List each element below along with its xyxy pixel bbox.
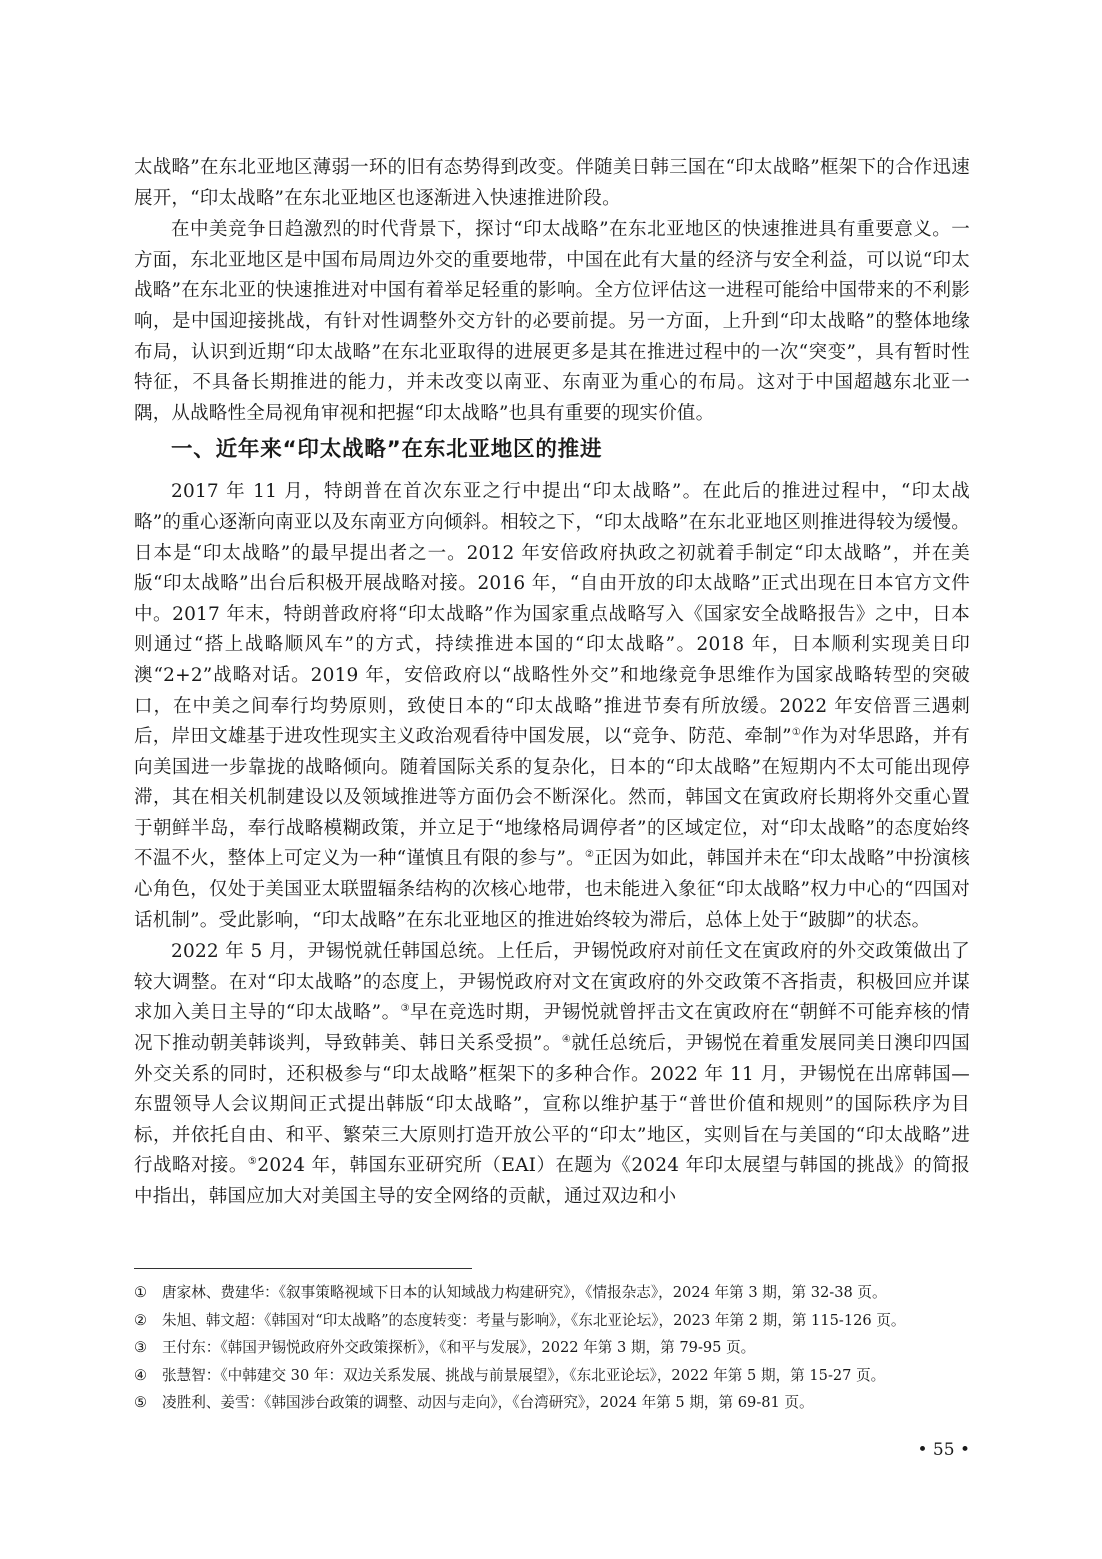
footnote-ref-2[interactable]: ②: [584, 849, 595, 861]
footnote-ref-5[interactable]: ⑤: [247, 1156, 258, 1168]
footnote-mark: ⑤: [134, 1394, 148, 1411]
footnotes: [134, 1279, 976, 1417]
paragraph-significance: 在中美竞争日趋激烈的时代背景下，探讨“印太战略”在东北亚地区的快速推进具有重要意义。一方面，东北亚地区是中国布局周边外交的重要地带，中国在此有大量的经济与安全利益，可以说“印太战略”在东北亚的快速推进对中国有着举足轻重的影响。全方位评估这一进程可能给中国带来的不利影响，是中国迎接挑战，有针对性调整外交方针的必要前提。另一方面，上升到“印太战略”的整体地缘布局，认识到近期“印太战略”在东北亚取得的进展更多是其在推进过程中的一次“突变”，具有暂时性特征，不具备长期推进的能力，并未改变以南亚、东南亚为重心的布局。这对于中国超越东北亚一隅，从战略性全局视角审视和把握“印太战略”也具有重要的现实价值。: [134, 219, 970, 424]
footnote-text: 王付东：《韩国尹锡悦政府外交政策探析》，《和平与发展》，2022 年第 3 期，第 79-95 页。: [162, 1339, 756, 1356]
paragraph-continuation: 太战略”在东北亚地区薄弱一环的旧有态势得到改变。伴随美日韩三国在“印太战略”框架下的合作迅速展开，“印太战略”在东北亚地区也逐渐进入快速推进阶段。: [134, 157, 970, 209]
footnote-text: 凌胜利、姜雪：《韩国涉台政策的调整、动因与走向》，《台湾研究》，2024 年第 5 期，第 69-81 页。: [162, 1394, 814, 1411]
footnote-5: [134, 1389, 976, 1417]
footnote-mark: ③: [134, 1339, 148, 1356]
page-number: • 55 •: [917, 1440, 970, 1460]
footnote-text: 朱旭、韩文超：《韩国对“印太战略”的态度转变：考量与影响》，《东北亚论坛》，2023 年第 2 期，第 115-126 页。: [162, 1311, 906, 1329]
footnote-mark: ①: [134, 1284, 148, 1301]
footnote-ref-4[interactable]: ④: [561, 1033, 572, 1045]
footnote-3: [134, 1334, 976, 1362]
footnote-mark: ④: [134, 1366, 148, 1384]
footnote-1: [134, 1279, 976, 1307]
footnote-2: [134, 1307, 976, 1335]
footnote-ref-3[interactable]: ③: [400, 1003, 411, 1015]
section-heading: 一、近年来“印太战略”在东北亚地区的推进: [171, 437, 603, 463]
footnote-text: 张慧智：《中韩建交 30 年：双边关系发展、挑战与前景展望》，《东北亚论坛》，2022 年第 5 期，第 15-27 页。: [162, 1366, 886, 1384]
paragraph-korea: 2022 年 5 月，尹锡悦就任韩国总统。上任后，尹锡悦政府对前任文在寅政府的外交政策做出了较大调整。在对“印太战略”的态度上，尹锡悦政府对文在寅政府的外交政策不吝指责，积极回应并谋求加入美日主导的“印太战略”。③早在竞选时期，尹锡悦就曾抨击文在寅政府在“朝鲜不可能弃核的情况下推动朝美韩谈判，导致韩美、韩日关系受损”。④就任总统后，尹锡悦在着重发展同美日澳印四国外交关系的同时，还积极参与“印太战略”框架下的多种合作。2022 年 11 月，尹锡悦在出席韩国—东盟领导人会议期间正式提出韩版“印太战略”，宣称以维护基于“普世价值和规则”的国际秩序为目标，并依托自由、和平、繁荣三大原则打造开放公平的“印太”地区，实则旨在与美国的“印太战略”进行战略对接。⑤2024 年，韩国东亚研究所（EAI）在题为《2024 年印太展望与韩国的挑战》的简报中指出，韩国应加大对美国主导的安全网络的贡献，通过双边和小: [134, 941, 971, 1207]
footnote-4: [134, 1362, 976, 1390]
footnote-divider: [134, 1268, 472, 1269]
body-text: [134, 153, 970, 1213]
paragraph-japan: 2017 年 11 月，特朗普在首次东亚之行中提出“印太战略”。在此后的推进过程中，“印太战略”的重心逐渐向南亚以及东南亚方向倾斜。相较之下，“印太战略”在东北亚地区则推进得较为缓慢。日本是“印太战略”的最早提出者之一。2012 年安倍政府执政之初就着手制定“印太战略”，并在美版“印太战略”出台后积极开展战略对接。2016 年，“自由开放的印太战略”正式出现在日本官方文件中。2017 年末，特朗普政府将“印太战略”作为国家重点战略写入《国家安全战略报告》之中，日本则通过“搭上战略顺风车”的方式，持续推进本国的“印太战略”。2018 年，日本顺利实现美日印澳“2+2”战略对话。2019 年，安倍政府以“战略性外交”和地缘竞争思维作为国家战略转型的突破口，在中美之间奉行均势原则，致使日本的“印太战略”推进节奏有所放缓。2022 年安倍晋三遇刺后，岸田文雄基于进攻性现实主义政治观看待中国发展，以“竞争、防范、牵制”①作为对华思路，并有向美国进一步靠拢的战略倾向。随着国际关系的复杂化，日本的“印太战略”在短期内不太可能出现停滞，其在相关机制建设以及领域推进等方面仍会不断深化。然而，韩国文在寅政府长期将外交重心置于朝鲜半岛，奉行战略模糊政策，并立足于“地缘格局调停者”的区域定位，对“印太战略”的态度始终不温不火，整体上可定义为一种“谨慎且有限的参与”。②正因为如此，韩国并未在“印太战略”中扮演核心角色，仅处于美国亚太联盟辐条结构的次核心地带，也未能进入象征“印太战略”权力中心的“四国对话机制”。受此影响，“印太战略”在东北亚地区的推进始终较为滞后，总体上处于“跛脚”的状态。: [134, 481, 970, 931]
footnote-mark: ②: [134, 1311, 148, 1329]
footnote-text: 唐家林、费建华：《叙事策略视域下日本的认知域战力构建研究》，《情报杂志》，2024 年第 3 期，第 32-38 页。: [162, 1284, 887, 1301]
footnote-ref-1[interactable]: ①: [791, 726, 802, 738]
